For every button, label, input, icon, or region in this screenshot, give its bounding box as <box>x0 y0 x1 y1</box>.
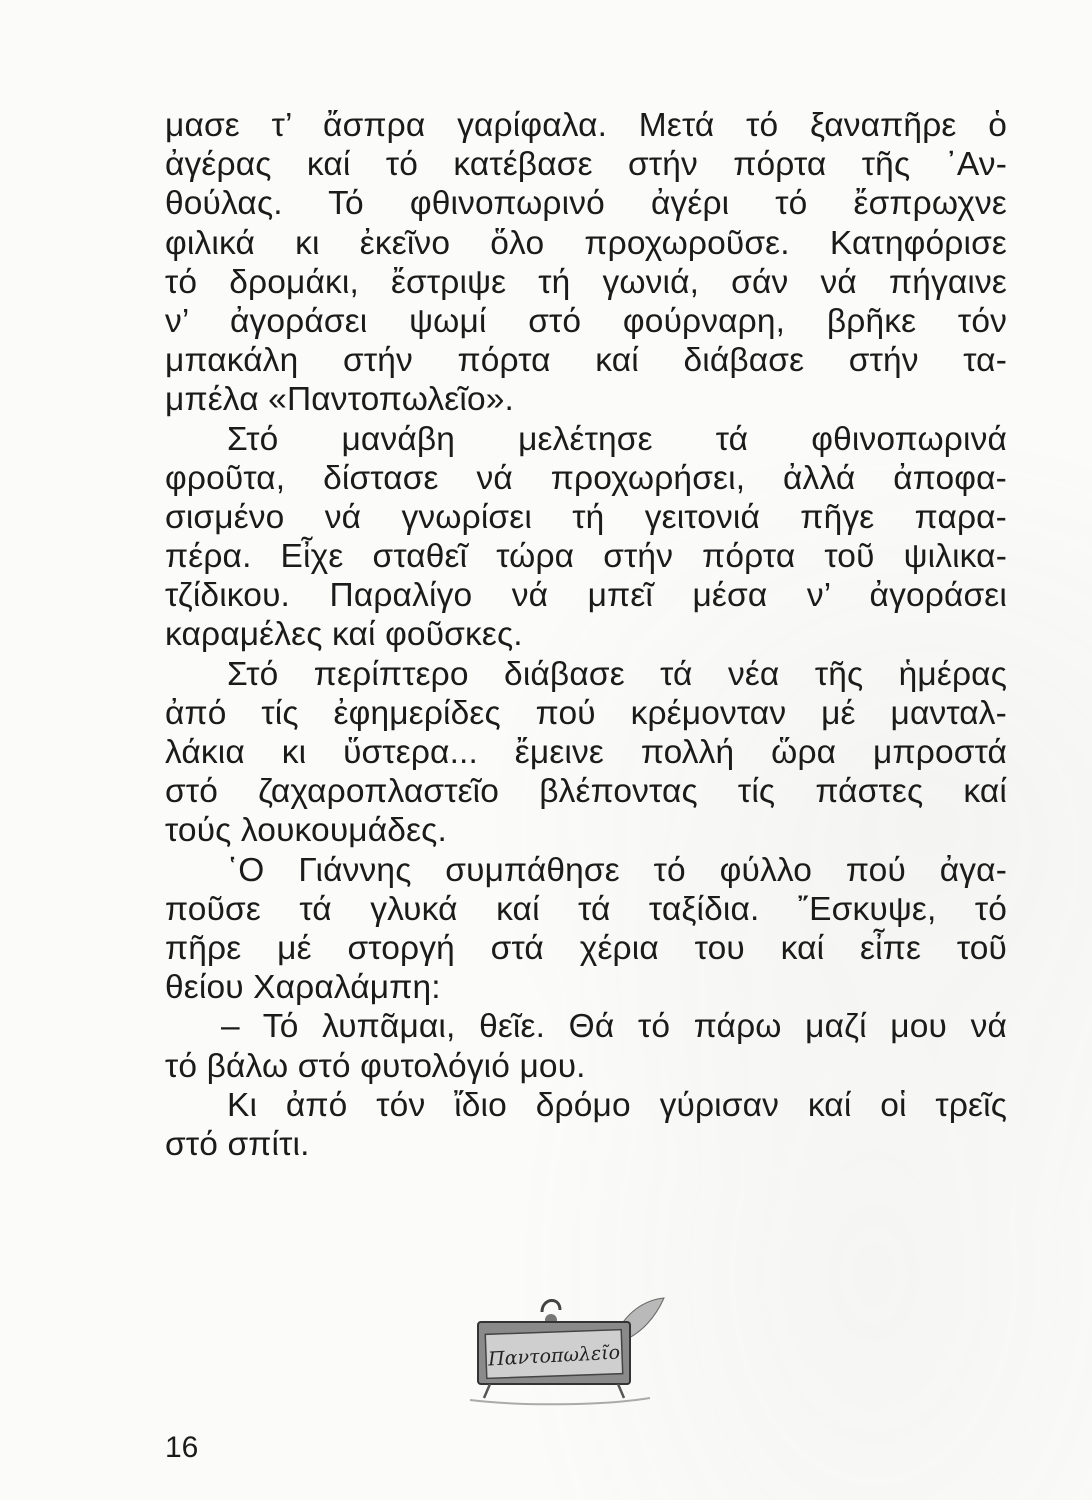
text-line: Στό περίπτερο διάβασε τά νέα τῆς ἡμέρας <box>227 655 1007 693</box>
text-line: Στό μανάβη μελέτησε τά φθινοπωρινά <box>227 420 1007 458</box>
text-line: καραμέλες καί φοῦσκες. <box>165 616 523 654</box>
ground-line <box>470 1398 650 1404</box>
text-line: θούλας. Τό φθινοπωρινό ἀγέρι τό ἔσπρωχνε <box>165 185 1007 223</box>
text-line: φιλικά κι ἐκεῖνο ὅλο προχωροῦσε. Κατηφόρισε <box>165 224 1007 262</box>
sign-text: Παντοπωλεῖο <box>487 1341 621 1371</box>
text-line: ποῦσε τά γλυκά καί τά ταξίδια. ῎Εσκυψε, τό <box>165 890 1007 928</box>
text-line: ἀπό τίς ἐφημερίδες πού κρέμονταν μέ μανταλ- <box>165 694 1007 732</box>
text-line: ν’ ἀγοράσει ψωμί στό φούρναρη, βρῆκε τόν <box>165 302 1007 340</box>
page-number: 16 <box>165 1431 199 1464</box>
text-line: πῆρε μέ στοργή στά χέρια του καί εἶπε τοῦ <box>165 929 1007 967</box>
sign-legs <box>484 1384 624 1398</box>
text-line: ῾Ο Γιάννης συμπάθησε τό φύλλο πού ἀγα- <box>227 851 1007 889</box>
text-line: – Τό λυπᾶμαι, θεῖε. Θά τό πάρω μαζί μου νά <box>221 1008 1007 1046</box>
text-line: μπακάλη στήν πόρτα καί διάβασε στήν τα- <box>165 342 1007 380</box>
text-line: πέρα. Εἶχε σταθεῖ τώρα στήν πόρτα τοῦ ψιλικα- <box>165 538 1007 576</box>
text-line: Κι ἀπό τόν ἴδιο δρόμο γύρισαν καί οἱ τρεῖς <box>227 1086 1007 1124</box>
text-line: στό ζαχαροπλαστεῖο βλέποντας τίς πάστες καί <box>165 773 1007 811</box>
text-line: τζίδικου. Παραλίγο νά μπεῖ μέσα ν’ ἀγοράσει <box>165 577 1007 615</box>
text-line: μπέλα «Παντοπωλεῖο». <box>165 381 514 419</box>
text-line: σισμένο νά γνωρίσει τή γειτονιά πῆγε παρα- <box>165 498 1007 536</box>
text-line: λάκια κι ὕστερα... ἔμεινε πολλή ὥρα μπροστά <box>165 734 1007 771</box>
sign-hook <box>542 1300 560 1312</box>
body-text <box>165 106 1007 1164</box>
text-line: τούς λουκουμάδες. <box>165 812 447 850</box>
text-line: τό βάλω στό φυτολόγιό μου. <box>165 1047 586 1085</box>
text-line: μασε τ’ ἄσπρα γαρίφαλα. Μετά τό ξαναπῆρε ὁ <box>165 107 1007 144</box>
text-line: ἀγέρας καί τό κατέβασε στήν πόρτα τῆς ᾿Αν- <box>165 146 1007 184</box>
text-line: τό δρομάκι, ἔστριψε τή γωνιά, σάν νά πήγαινε <box>165 263 1007 301</box>
shop-sign-illustration <box>450 1282 670 1412</box>
text-line: στό σπίτι. <box>165 1125 310 1163</box>
text-line: φροῦτα, δίστασε νά προχωρήσει, ἀλλά ἀποφα- <box>165 459 1007 497</box>
text-line: θείου Χαραλάμπη: <box>165 969 441 1007</box>
